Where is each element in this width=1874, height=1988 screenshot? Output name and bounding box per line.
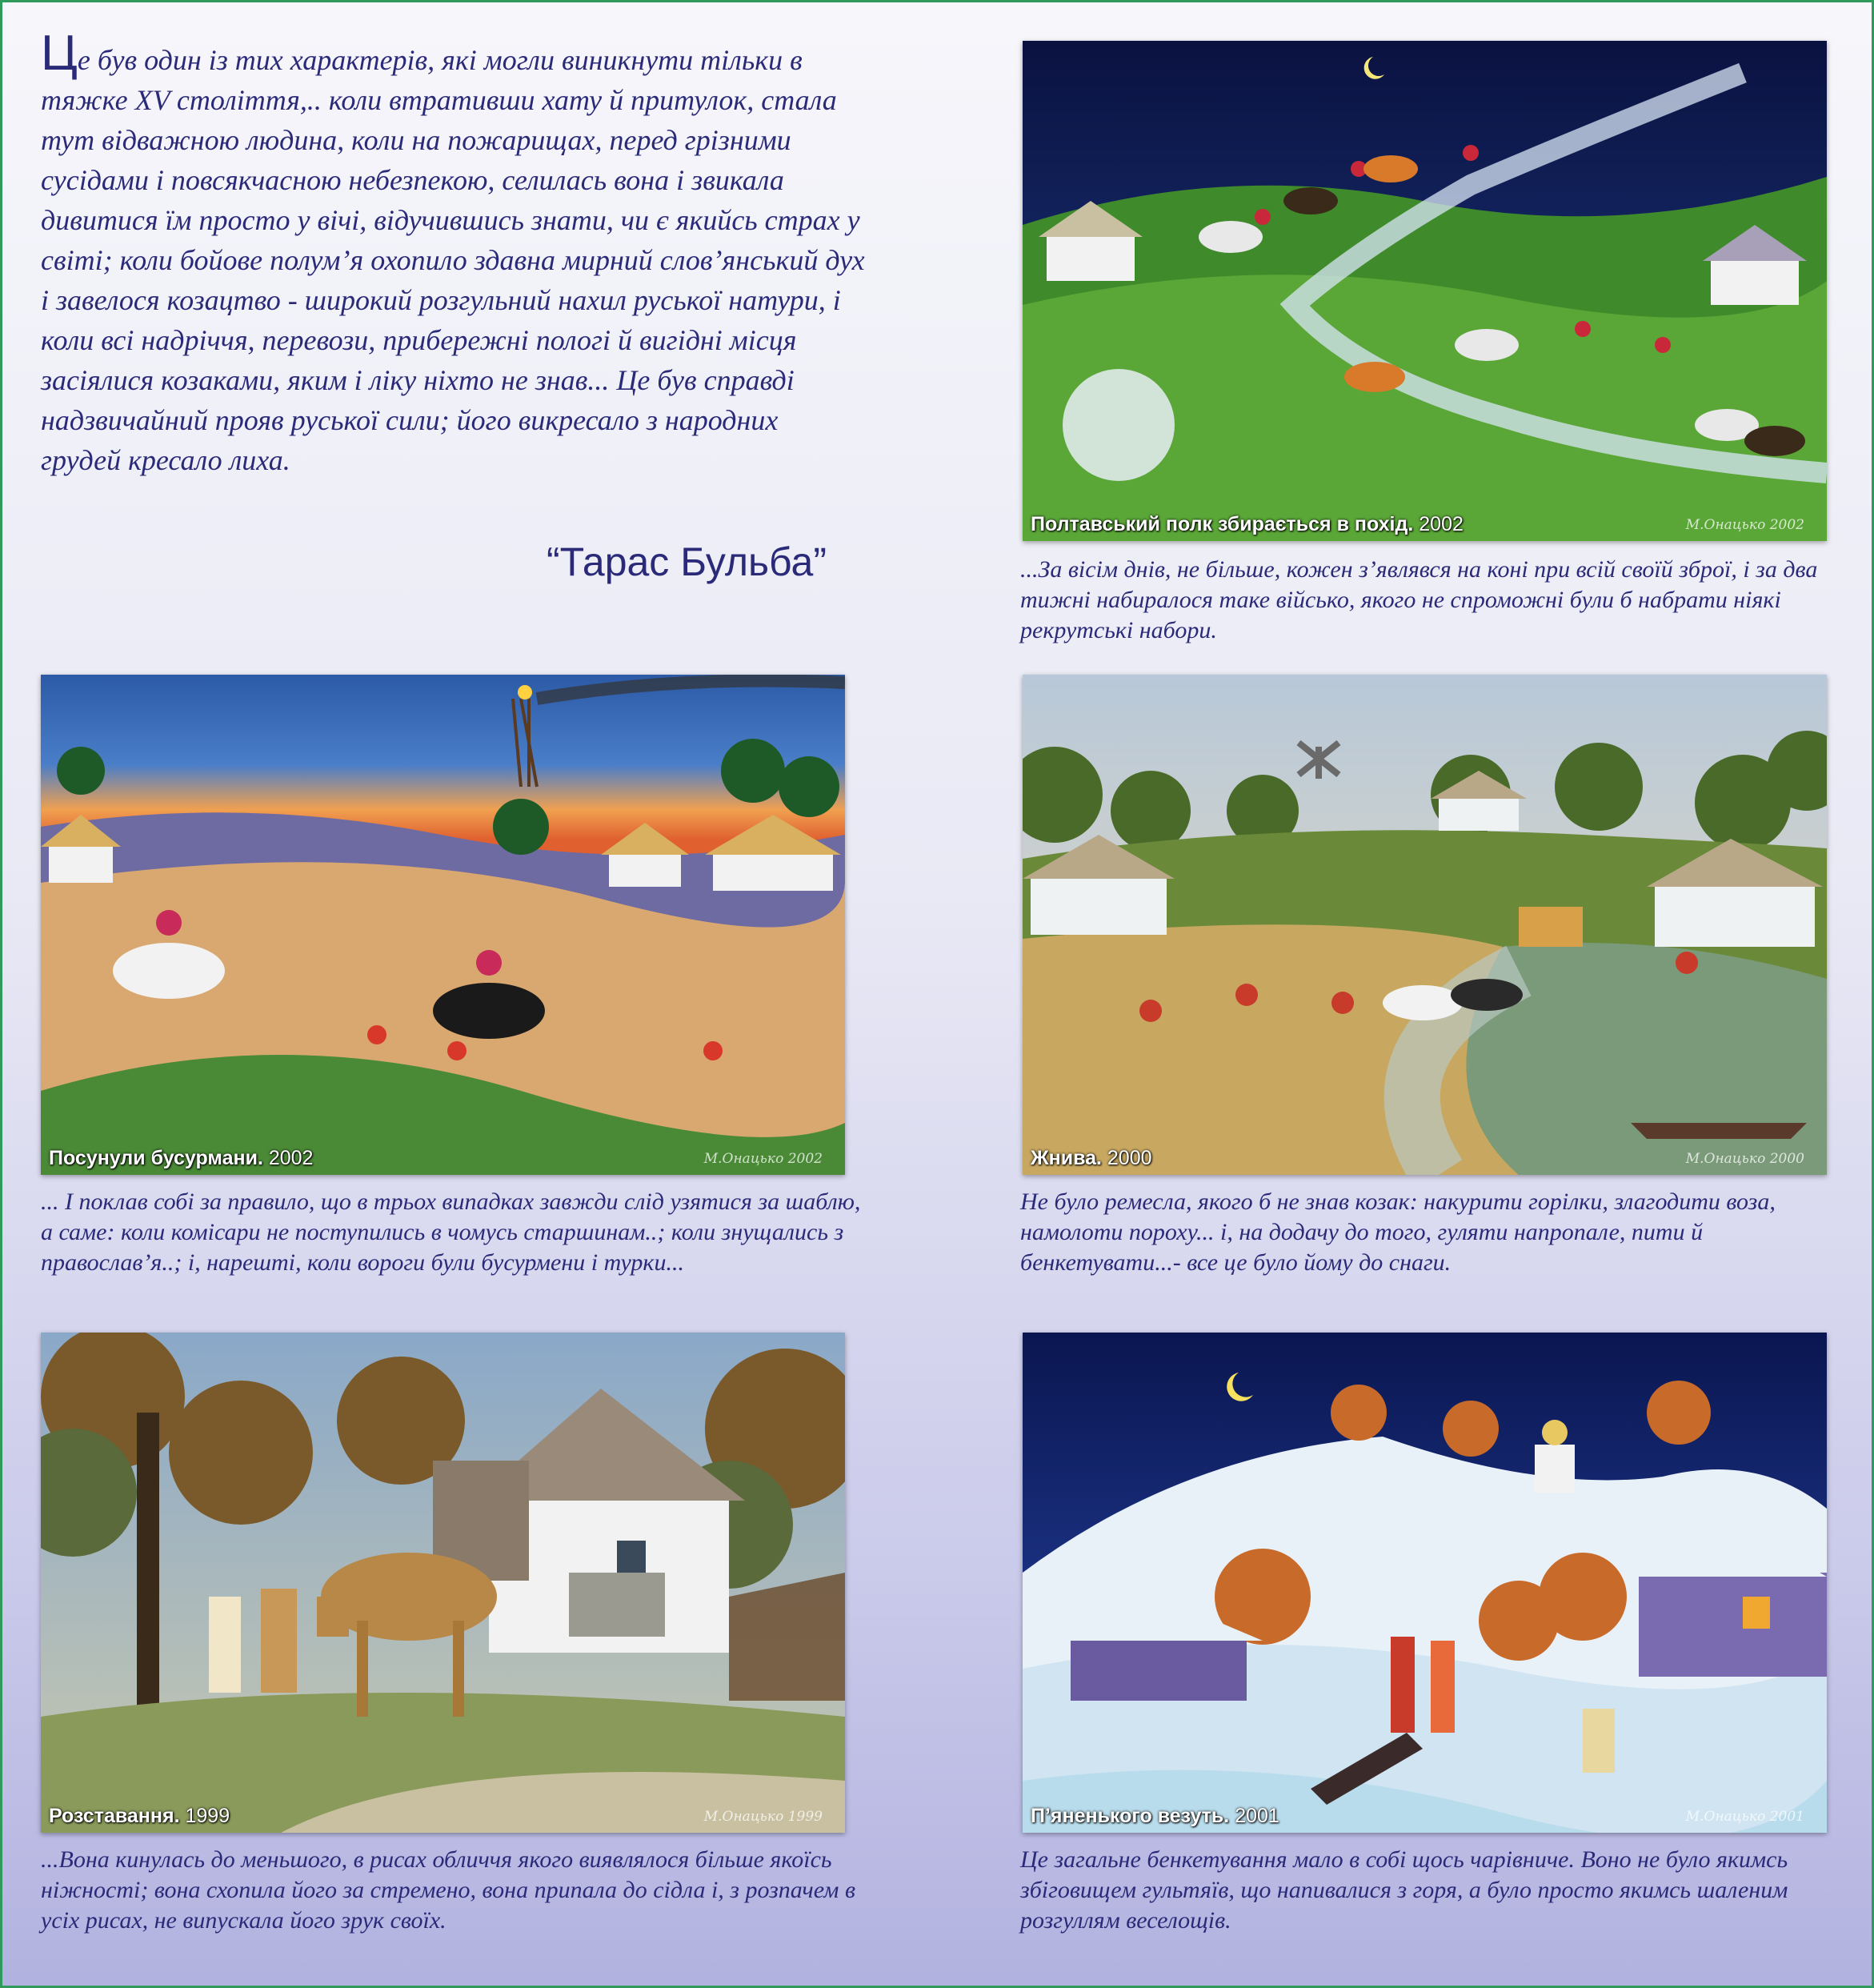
painting-name: Розставання.	[49, 1805, 180, 1827]
painting-year: 1999	[185, 1805, 230, 1827]
painting-year: 2002	[1419, 513, 1464, 535]
painting-year: 2001	[1235, 1805, 1279, 1827]
painting-quote: ...За вісім днів, не більше, кожен з’являвся на коні при всій своїй зброї, і за два тижні набиралося таке військо, якого не спроможні були б набрати ніякі рекрутські набори.	[1020, 556, 1818, 643]
painting-image	[41, 675, 845, 1175]
artist-signature: М.Онацько 2001	[1685, 1809, 1804, 1825]
painting-quote: Це загальне бенкетування мало в собі щось чарівниче. Воно не було якимсь збіговищем гультяїв, що напивалися з горя, а було просто якимсь шаленим розгуллям веселощів.	[1020, 1846, 1788, 1934]
intro-paragraph: е був один із тих характерів, які могли виникнути тільки в тяжке XV століття,.. коли втративши хату й притулок, стала тут відважною людина, коли на пожарищах, перед грізними сусідами і повсякчасною небезпекою, селилась вона і звикала дивитися їм просто у вічі, відучившись знати, чи є якийсь страх у світі; коли бойове полум’я охопило здавна мирний слов’янський дух і завелося козацтво - широкий розгульний нахил руської натури, і коли всі надріччя, перевози, прибережні пологі й вигідні місця засіялися козаками, яким і ліку ніхто не знав... Це був справді надзвичайний прояв руської сили; його викресало з народних грудей кресало лиха.	[41, 44, 865, 476]
painting-title	[49, 1147, 313, 1170]
painting-quote: ... І поклав собі за правило, що в трьох випадках завжди слід узятися за шаблю, а саме: коли комісари не поступились в чомусь старшинам..; коли знущались з православ’я..; і, нарешті, коли вороги були бусурмени і турки...	[41, 1188, 861, 1276]
painting-year: 2000	[1107, 1147, 1152, 1169]
painting-quote: ...Вона кинулась до меньшого, в рисах обличчя якого виявлялося більше якоїсь ніжності; вона схопила його за стремено, вона припала до сідла і, з розпачем в усіх рисах, не випускала його зрук своїх.	[41, 1846, 855, 1934]
painting-title	[1031, 1147, 1152, 1170]
painting-image	[1023, 1333, 1827, 1833]
painting-image	[1023, 41, 1827, 541]
painting-title	[49, 1805, 230, 1828]
painting-name: Полтавський полк збирається в похід.	[1031, 513, 1414, 535]
painting-parting	[41, 1333, 845, 1833]
painting-name: Посунули бусурмани.	[49, 1147, 263, 1169]
painting-poltava-regiment	[1023, 41, 1827, 541]
painting-image	[41, 1333, 845, 1833]
book-title: “Тарас Бульба”	[546, 539, 827, 584]
artist-signature: М.Онацько 1999	[703, 1809, 823, 1825]
painting-title	[1031, 1805, 1279, 1828]
artist-signature: М.Онацько 2000	[1685, 1151, 1804, 1167]
painting-title	[1031, 513, 1464, 536]
artist-signature: М.Онацько 2002	[1685, 517, 1804, 533]
artist-signature: М.Онацько 2002	[703, 1151, 823, 1167]
painting-quote: Не було ремесла, якого б не знав козак: накурити горілки, злагодити воза, намолоти пороху... і, на додачу до того, гуляти напропале, пити й бенкетувати...- все це було йому до снаги.	[1020, 1188, 1776, 1276]
intro-text	[41, 26, 865, 480]
painting-image	[1023, 675, 1827, 1175]
painting-drunk-carried	[1023, 1333, 1827, 1833]
drop-cap: Ц	[41, 26, 78, 81]
painting-name: П’яненького везуть.	[1031, 1805, 1230, 1827]
painting-harvest	[1023, 675, 1827, 1175]
painting-infidels-advance	[41, 675, 845, 1175]
painting-name: Жнива.	[1031, 1147, 1102, 1169]
painting-year: 2002	[268, 1147, 314, 1169]
